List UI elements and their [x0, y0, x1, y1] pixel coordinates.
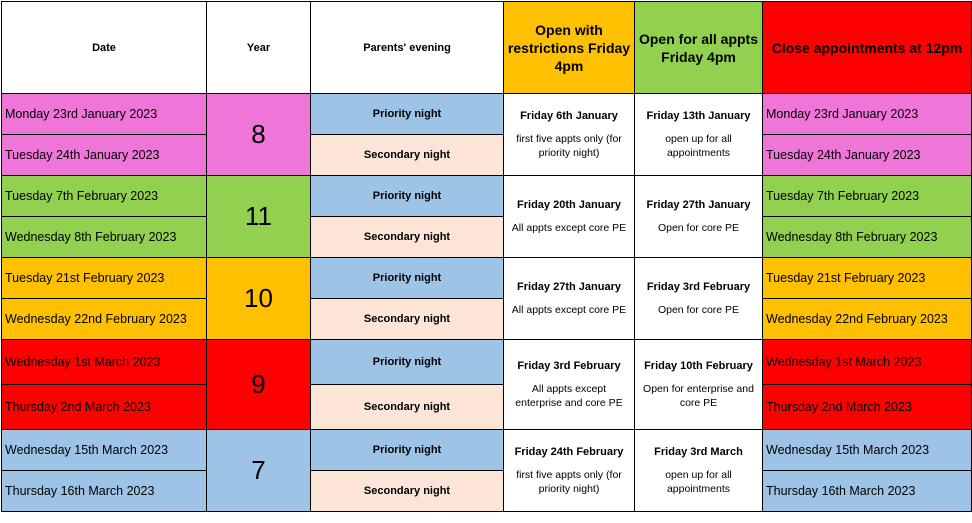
evening-date: Monday 23rd January 2023: [2, 94, 207, 135]
close-date: Tuesday 21st February 2023: [763, 258, 972, 299]
restricted-open-cell: [504, 94, 635, 176]
secondary-night-label: Secondary night: [311, 385, 504, 430]
full-open-date: Friday 13th January: [646, 109, 751, 122]
year-group: 7: [207, 430, 311, 512]
priority-night-label: Priority night: [311, 258, 504, 299]
table-row: [2, 471, 972, 512]
full-open-note: Open for core PE: [657, 221, 740, 234]
year-group: 10: [207, 258, 311, 340]
header-close-appointments: Close appointments at 12pm: [763, 2, 972, 94]
restricted-open-note: first five appts only (for priority night): [516, 468, 622, 495]
restricted-open-date: Friday 6th January: [520, 109, 618, 122]
full-open-date: Friday 3rd February: [646, 280, 751, 293]
header-parents-evening: Parents' evening: [311, 2, 504, 94]
secondary-night-label: Secondary night: [311, 299, 504, 340]
restricted-open-date: Friday 24th February: [514, 445, 624, 458]
year-group: 8: [207, 94, 311, 176]
header-open-for-all: Open for all appts Friday 4pm: [635, 2, 763, 94]
table-row: [2, 176, 972, 217]
full-open-date: Friday 3rd March: [654, 445, 743, 458]
close-date: Tuesday 24th January 2023: [763, 135, 972, 176]
secondary-night-label: Secondary night: [311, 135, 504, 176]
close-date: Tuesday 7th February 2023: [763, 176, 972, 217]
close-date: Wednesday 1st March 2023: [763, 340, 972, 385]
header-year: Year: [207, 2, 311, 94]
header-row: [2, 2, 972, 94]
evening-date: Wednesday 1st March 2023: [2, 340, 207, 385]
secondary-night-label: Secondary night: [311, 217, 504, 258]
restricted-open-note: All appts except core PE: [511, 221, 627, 234]
evening-date: Wednesday 8th February 2023: [2, 217, 207, 258]
header-open-with-restrictions: Open with restrictions Friday 4pm: [504, 2, 635, 94]
table-row: [2, 385, 972, 430]
full-open-note: open up for all appointments: [665, 132, 732, 159]
close-date: Monday 23rd January 2023: [763, 94, 972, 135]
close-date: Thursday 2nd March 2023: [763, 385, 972, 430]
evening-date: Thursday 16th March 2023: [2, 471, 207, 512]
table-row: [2, 135, 972, 176]
full-open-note: open up for all appointments: [665, 468, 732, 495]
close-date: Wednesday 22nd February 2023: [763, 299, 972, 340]
priority-night-label: Priority night: [311, 430, 504, 471]
restricted-open-cell: [504, 258, 635, 340]
full-open-note: Open for enterprise and core PE: [643, 382, 754, 409]
restricted-open-note: first five appts only (for priority night): [516, 132, 622, 159]
evening-date: Tuesday 24th January 2023: [2, 135, 207, 176]
restricted-open-cell: [504, 430, 635, 512]
table-row: [2, 299, 972, 340]
full-open-cell: [635, 340, 763, 430]
table-row: [2, 340, 972, 385]
close-date: Thursday 16th March 2023: [763, 471, 972, 512]
restricted-open-date: Friday 3rd February: [517, 359, 621, 372]
table-row: [2, 258, 972, 299]
full-open-cell: [635, 176, 763, 258]
evening-date: Tuesday 7th February 2023: [2, 176, 207, 217]
priority-night-label: Priority night: [311, 94, 504, 135]
full-open-cell: [635, 94, 763, 176]
table-row: [2, 430, 972, 471]
priority-night-label: Priority night: [311, 176, 504, 217]
header-date: Date: [2, 2, 207, 94]
restricted-open-cell: [504, 176, 635, 258]
evening-date: Wednesday 15th March 2023: [2, 430, 207, 471]
year-group: 9: [207, 340, 311, 430]
full-open-date: Friday 10th February: [644, 359, 753, 372]
close-date: Wednesday 15th March 2023: [763, 430, 972, 471]
evening-date: Tuesday 21st February 2023: [2, 258, 207, 299]
restricted-open-cell: [504, 340, 635, 430]
table-row: [2, 94, 972, 135]
restricted-open-date: Friday 20th January: [517, 198, 621, 211]
evening-date: Wednesday 22nd February 2023: [2, 299, 207, 340]
full-open-cell: [635, 430, 763, 512]
secondary-night-label: Secondary night: [311, 471, 504, 512]
priority-night-label: Priority night: [311, 340, 504, 385]
year-group: 11: [207, 176, 311, 258]
full-open-cell: [635, 258, 763, 340]
full-open-note: Open for core PE: [657, 303, 740, 316]
evening-date: Thursday 2nd March 2023: [2, 385, 207, 430]
restricted-open-note: All appts except core PE: [511, 303, 627, 316]
table-row: [2, 217, 972, 258]
full-open-date: Friday 27th January: [646, 198, 751, 211]
parents-evening-schedule-table: [1, 1, 972, 512]
restricted-open-note: All appts except enterprise and core PE: [515, 382, 623, 409]
restricted-open-date: Friday 27th January: [517, 280, 621, 293]
close-date: Wednesday 8th February 2023: [763, 217, 972, 258]
